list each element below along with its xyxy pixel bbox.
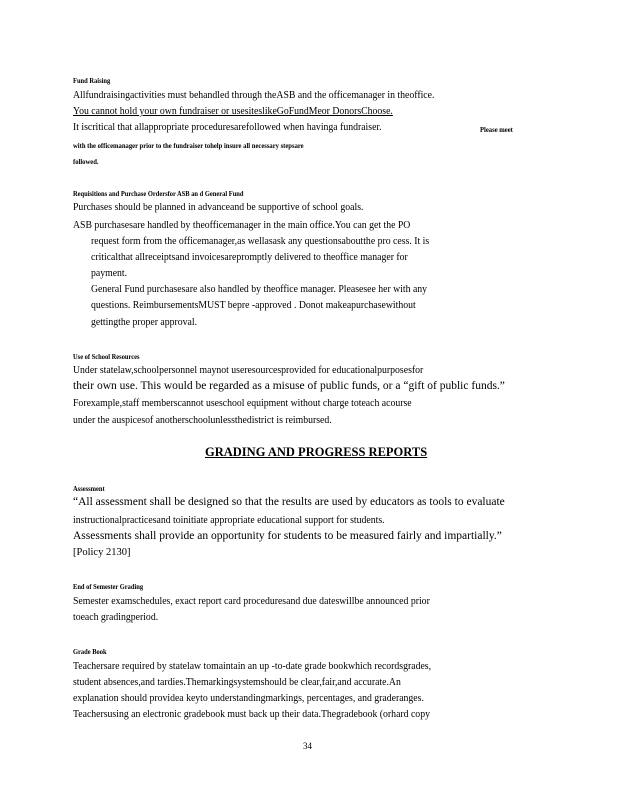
assessment-line-4: [Policy 2130] — [73, 547, 131, 558]
assessment-line-3: Assessments shall provide an opportunity for students to be measured fairly and impartially.” — [73, 530, 502, 542]
fund-raising-line-3: It iscritical that allappropriate proceduresarefollowed when havinga fundraiser. — [73, 122, 382, 133]
assessment-heading: Assessment — [73, 485, 105, 493]
grade-book-line-4: Teachersusing an electronic gradebook must back up their data.Thegradebook (orhard copy — [73, 709, 430, 720]
grade-book-line-3: explanation should providea keyto understandingmarkings, percentages, and graderanges. — [73, 693, 424, 704]
assessment-line-2: instructionalpracticesand toinitiate appropriate educational support for students. — [73, 515, 385, 526]
end-of-semester-line-1: Semester examschedules, exact report card proceduresand due dateswillbe announced prior — [73, 596, 430, 607]
requisitions-line-8: gettingthe proper approval. — [91, 317, 198, 328]
fund-raising-small-2: with the officemanager prior to the fundraiser tohelp insure all necessary stepsare — [73, 142, 304, 150]
requisitions-line-5: payment. — [91, 268, 128, 279]
requisitions-line-3: request form from the officemanager,as wellasask any questionsaboutthe pro cess. It is — [91, 236, 430, 247]
requisitions-line-7: questions. ReimbursementsMUST bepre -approved . Donot makeapurchasewithout — [91, 300, 416, 311]
requisitions-line-6: General Fund purchasesare also handled by theoffice manager. Pleasesee her with any — [91, 284, 428, 295]
assessment-line-1: “All assessment shall be designed so that the results are used by educators as tools to evaluate — [73, 496, 505, 508]
page-number: 34 — [303, 741, 312, 751]
end-of-semester-line-2: toeach gradingperiod. — [73, 612, 159, 623]
fund-raising-small-1: Please meet — [480, 126, 513, 134]
section-title: GRADING AND PROGRESS REPORTS — [205, 445, 428, 459]
fund-raising-line-2: You cannot hold your own fundraiser or usesiteslikeGoFundMeor DonorsChoose. — [73, 106, 393, 117]
resources-line-2: their own use. This would be regarded as a misuse of public funds, or a “gift of public funds.” — [73, 380, 505, 392]
resources-line-3: Forexample,staff memberscannot useschool equipment without charge toteach acourse — [73, 398, 412, 409]
requisitions-line-2: ASB purchasesare handled by theofficemanager in the main office.You can get the PO — [73, 220, 411, 231]
grade-book-line-2: student absences,and tardies.Themarkingsystemshould be clear,fair,and accurate.An — [73, 677, 401, 688]
requisitions-line-1: Purchases should be planned in advanceand be supportive of school goals. — [73, 202, 364, 213]
end-of-semester-heading: End of Semester Grading — [73, 583, 144, 591]
grade-book-line-1: Teachersare required by statelaw tomaintain an up -to-date grade bookwhich recordsgrades, — [73, 661, 432, 672]
fund-raising-small-3: followed. — [73, 158, 99, 166]
fund-raising-line-1: Allfundraisingactivities must behandled through theASB and the officemanager in theoffice. — [73, 90, 435, 101]
resources-heading: Use of School Resources — [73, 353, 140, 361]
requisitions-heading: Requisitions and Purchase Ordersfor ASB an d General Fund — [73, 190, 244, 198]
resources-line-4: under the auspicesof anotherschoolunlessthedistrict is reimbursed. — [73, 415, 332, 426]
fund-raising-heading: Fund Raising — [73, 77, 111, 85]
grade-book-heading: Grade Book — [73, 648, 107, 656]
requisitions-line-4: criticalthat allreceiptsand invoicesarepromptly delivered to theoffice manager for — [91, 252, 408, 263]
resources-line-1: Under statelaw,schoolpersonnel maynot useresourcesprovided for educationalpurposesfor — [73, 365, 424, 376]
